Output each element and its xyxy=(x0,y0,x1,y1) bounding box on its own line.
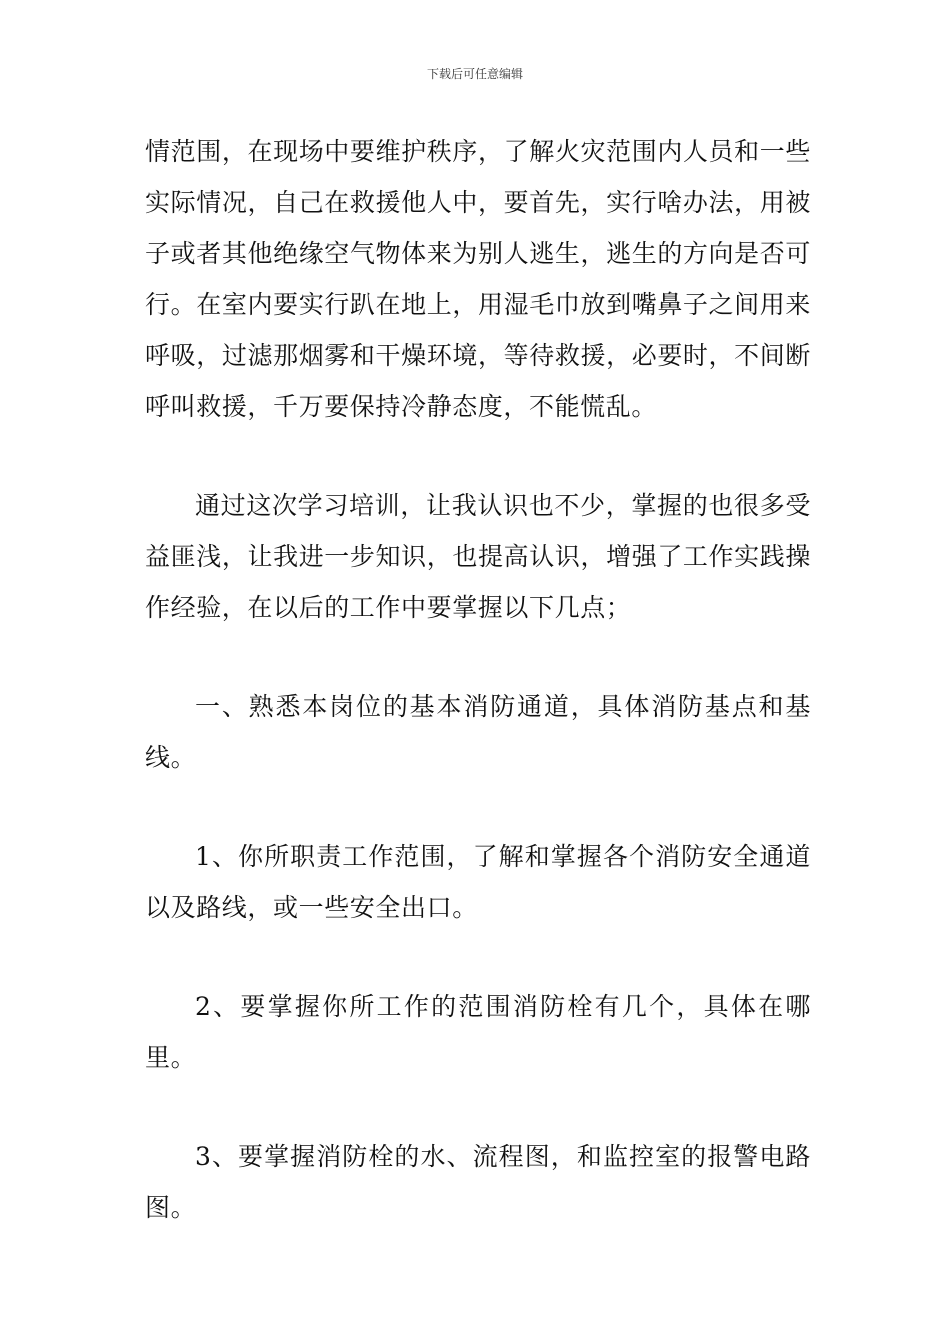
document-body xyxy=(145,126,811,1233)
paragraph-fire-rescue: 情范围，在现场中要维护秩序，了解火灾范围内人员和一些实际情况，自己在救援他人中，要首先，实行啥办法，用被子或者其他绝缘空气物体来为别人逃生，逃生的方向是否可行。在室内要实行趴在地上，用湿毛巾放到嘴鼻子之间用来呼吸，过滤那烟雾和干燥环境，等待救援，必要时，不间断呼叫救援，千万要保持冷静态度，不能慌乱。 xyxy=(145,137,811,421)
paragraph-item-2: 2、要掌握你所工作的范围消防栓有几个，具体在哪里。 xyxy=(145,992,811,1072)
paragraph-training-summary: 通过这次学习培训，让我认识也不少，掌握的也很多受益匪浅，让我进一步知识，也提高认识，增强了工作实践操作经验，在以后的工作中要掌握以下几点； xyxy=(145,491,811,622)
paragraph-point-one: 一、熟悉本岗位的基本消防通道，具体消防基点和基线。 xyxy=(145,692,811,772)
page-header-note: 下载后可任意编辑 xyxy=(426,67,523,81)
paragraph-item-1: 1、你所职责工作范围，了解和掌握各个消防安全通道以及路线，或一些安全出口。 xyxy=(145,842,811,922)
paragraph-item-3: 3、要掌握消防栓的水、流程图，和监控室的报警电路图。 xyxy=(145,1142,811,1222)
